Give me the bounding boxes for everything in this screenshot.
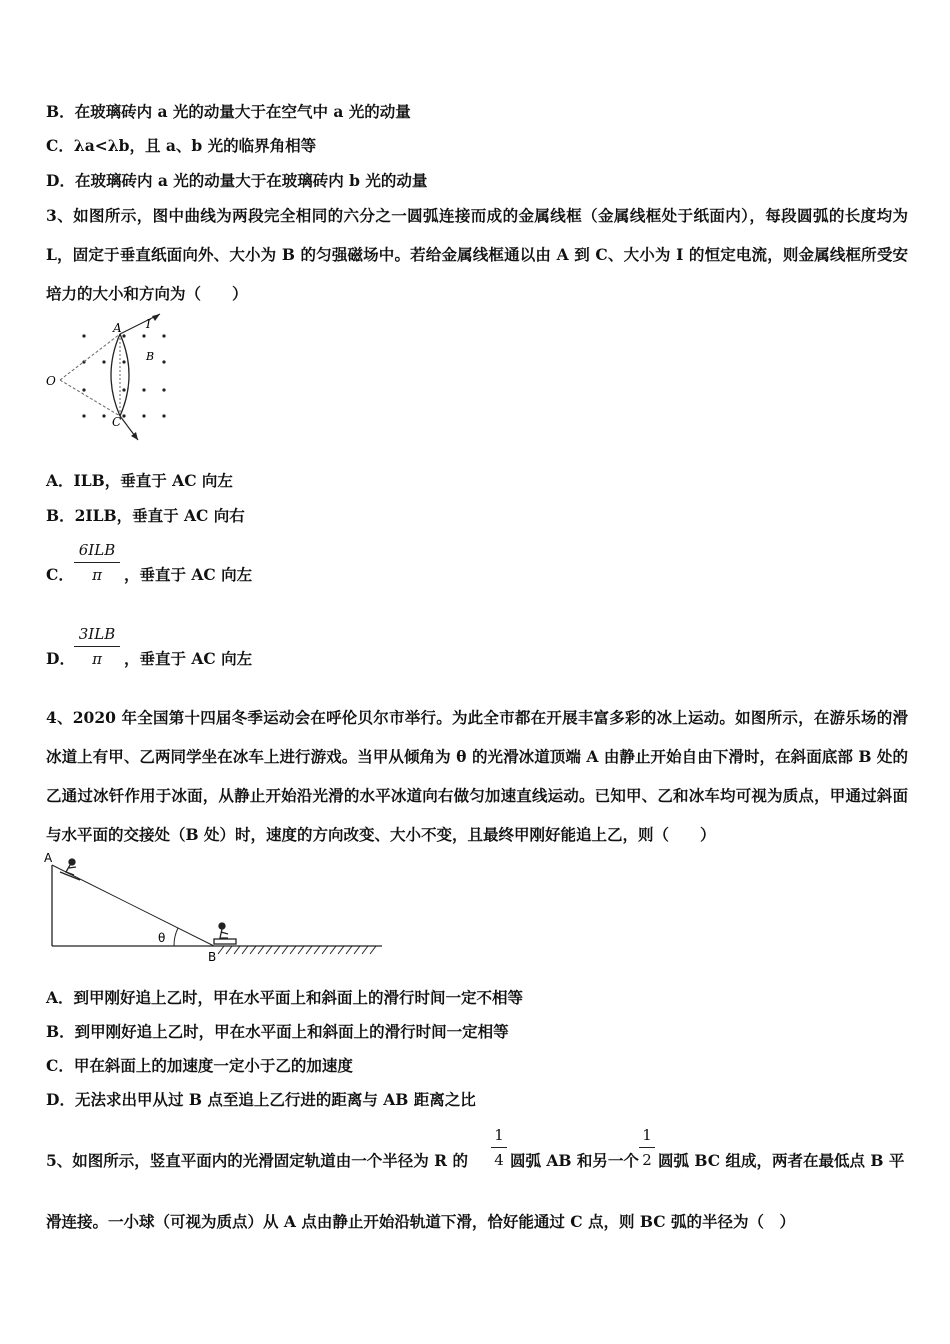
q5-line2: 滑连接。一小球（可视为质点）从 A 点由静止开始沿轨道下滑，恰好能通过 C 点，则 BC 弧的半径为（ ） [46, 1212, 795, 1231]
q5-part1: 5、如图所示，竖直平面内的光滑固定轨道由一个半径为 R 的 [46, 1151, 468, 1170]
label-c: C [112, 415, 122, 429]
q5-fraction-quarter [491, 1125, 507, 1170]
q2-option-d: D．在玻璃砖内 a 光的动量大于在玻璃砖内 b 光的动量 [46, 171, 428, 190]
q5-frac1-numerator: 1 [494, 1126, 504, 1144]
sledder-a-icon [60, 859, 80, 880]
q3-option-a: A．ILB，垂直于 AC 向左 [46, 471, 233, 490]
q3-option-d-text: ，垂直于 AC 向左 [124, 649, 253, 668]
q3-option-c-text: ，垂直于 AC 向左 [124, 565, 253, 584]
q5-frac1-denominator: 4 [494, 1151, 504, 1169]
q2-option-b: B．在玻璃砖内 a 光的动量大于在空气中 a 光的动量 [46, 102, 411, 121]
label-i: I [146, 317, 151, 331]
q5-fraction-half [639, 1125, 655, 1170]
q5-frac2-denominator: 2 [642, 1151, 652, 1169]
sledder-b-icon [214, 923, 236, 944]
q3-option-d-numerator: 3ILB [78, 625, 116, 643]
q5-frac2-numerator: 1 [642, 1126, 652, 1144]
q3-option-c-label: C． [46, 565, 74, 584]
q2-option-c: C．λa<λb，且 a、b 光的临界角相等 [46, 136, 317, 155]
q3-option-d-fraction [74, 624, 120, 669]
label-a: A [44, 851, 53, 865]
label-o: O [46, 374, 56, 388]
q3-stem: 3、如图所示，图中曲线为两段完全相同的六分之一圆弧连接而成的金属线框（金属线框处于纸面内），每段圆弧的长度均为 L，固定于垂直纸面向外、大小为 B 的匀强磁场中。若给金属线框通以由 A 到 C、大小为 I 的恒定电流，则金属线框所受安培力的大小和方向为（ ） [46, 206, 908, 303]
label-theta: θ [158, 931, 166, 945]
label-a: A [113, 321, 122, 335]
q4-figure [42, 850, 387, 965]
q3-option-d-label: D． [46, 649, 75, 668]
q3-option-b: B．2ILB，垂直于 AC 向右 [46, 506, 245, 525]
q3-option-d-denominator: π [92, 650, 102, 668]
q3-option-c-numerator: 6ILB [78, 541, 116, 559]
q4-option-c: C．甲在斜面上的加速度一定小于乙的加速度 [46, 1056, 353, 1075]
ground-hatching [218, 946, 376, 954]
q4-stem: 4、2020 年全国第十四届冬季运动会在呼伦贝尔市举行。为此全市都在开展丰富多彩的冰上运动。如图所示，在游乐场的滑冰道上有甲、乙两同学坐在冰车上进行游戏。当甲从倾角为 θ 的光滑冰道顶端 A 由静止开始自由下滑时，在斜面底部 B 处的乙通过冰钎作用于冰面，从静止开始沿光滑的水平冰道向右做匀加速直线运动。已知甲、乙和冰车均可视为质点，甲通过斜面与水平面的交接处（B 处）时，速度的方向改变、大小不变，且最终甲刚好能追上乙，则（ ） [46, 708, 908, 844]
q3-figure [42, 310, 182, 445]
q4-option-d: D．无法求出甲从过 B 点至追上乙行进的距离与 AB 距离之比 [46, 1090, 476, 1109]
q3-option-c-denominator: π [92, 566, 102, 584]
label-b: B [208, 950, 217, 964]
q5-part3: 圆弧 BC 组成，两者在最低点 B 平 [658, 1151, 905, 1170]
q3-option-c-fraction [74, 540, 120, 585]
q4-option-a: A．到甲刚好追上乙时，甲在水平面上和斜面上的滑行时间一定不相等 [46, 988, 524, 1007]
q4-option-b: B．到甲刚好追上乙时，甲在水平面上和斜面上的滑行时间一定相等 [46, 1022, 509, 1041]
q5-part2: 圆弧 AB 和另一个 [510, 1151, 639, 1170]
label-b: B [146, 350, 155, 363]
